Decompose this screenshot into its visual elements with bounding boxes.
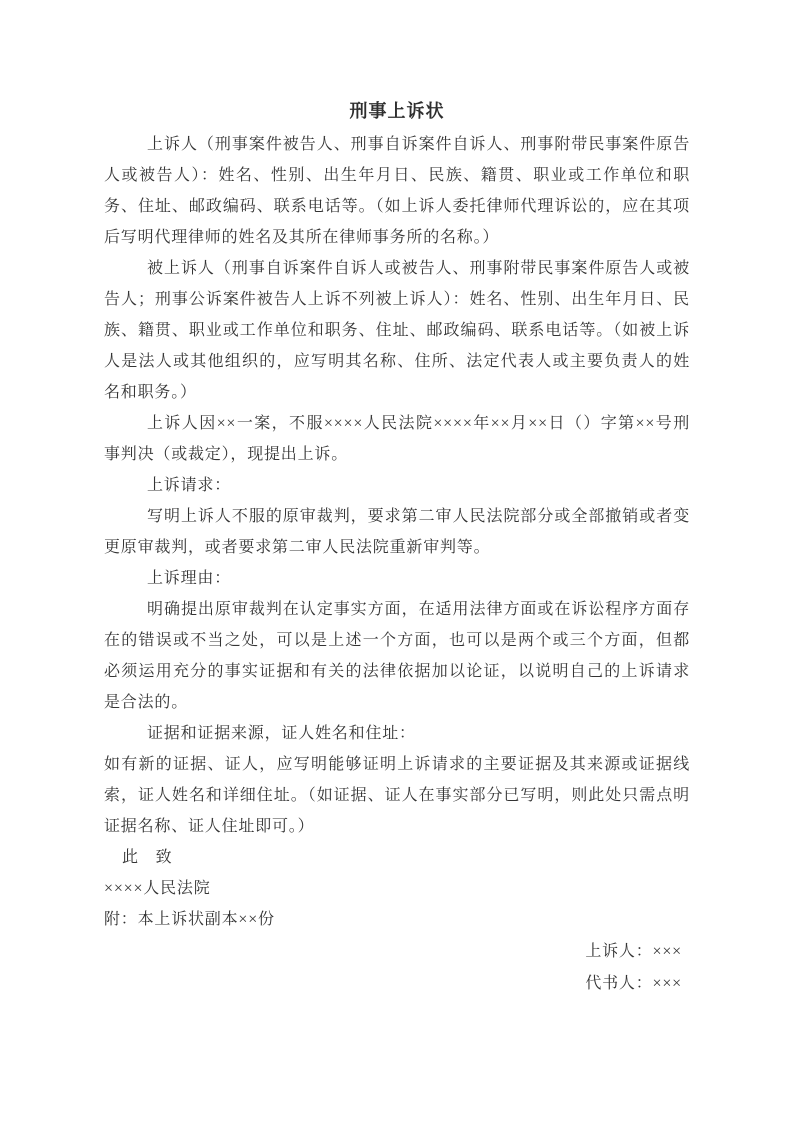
heading-appeal-reasons: 上诉理由： (147, 570, 232, 587)
salutation: 此 致 (122, 849, 173, 866)
paragraph-evidence-instructions: 如有新的证据、证人，应写明能够证明上诉请求的主要证据及其来源或证据线索，证人姓名和详细住址。（如证据、证人在事实部分已写明，则此处只需点明证据名称、证人住址即可。） (104, 756, 690, 835)
heading-evidence-and-witnesses: 证据和证据来源，证人姓名和住址： (147, 725, 416, 742)
attachment-note: 附：本上诉状副本××份 (104, 911, 275, 928)
document-title: 刑事上诉状 (349, 101, 445, 121)
heading-appeal-request: 上诉请求： (147, 477, 232, 494)
paragraph-appeal-request-instructions: 写明上诉人不服的原审裁判，要求第二审人民法院部分或全部撤销或者变更原审裁判，或者要求第二审人民法院重新审判等。 (104, 508, 690, 556)
signature-scribe: 代书人：××× (585, 975, 682, 992)
paragraph-appellant-definition: 上诉人（刑事案件被告人、刑事自诉案件自诉人、刑事附带民事案件原告人或被告人）：姓名、性别、出生年月日、民族、籍贯、职业或工作单位和职务、住址、邮政编码、联系电话等。（如上诉人委托律师代理诉讼的，应在其项后写明代理律师的姓名及其所在律师事务所的名称。） (104, 136, 690, 246)
signature-appellant: 上诉人：××× (585, 943, 682, 960)
paragraph-appeal-reasons-instructions: 明确提出原审裁判在认定事实方面，在适用法律方面或在诉讼程序方面存在的错误或不当之处，可以是上述一个方面，也可以是两个或三个方面，但都必须运用充分的事实证据和有关的法律依据加以论证，以说明自己的上诉请求是合法的。 (104, 601, 690, 711)
paragraph-case-summary: 上诉人因××一案，不服××××人民法院××××年××月××日（）字第××号刑事判决（或裁定），现提出上诉。 (104, 415, 690, 463)
paragraph-appellee-definition: 被上诉人（刑事自诉案件自诉人或被告人、刑事附带民事案件原告人或被告人；刑事公诉案件被告人上诉不列被上诉人）：姓名、性别、出生年月日、民族、籍贯、职业或工作单位和职务、住址、邮政编码、联系电话等。（如被上诉人是法人或其他组织的，应写明其名称、住所、法定代表人或主要负责人的姓名和职务。） (104, 260, 690, 401)
court-name: ××××人民法院 (104, 880, 211, 897)
signature-block (104, 936, 690, 1000)
